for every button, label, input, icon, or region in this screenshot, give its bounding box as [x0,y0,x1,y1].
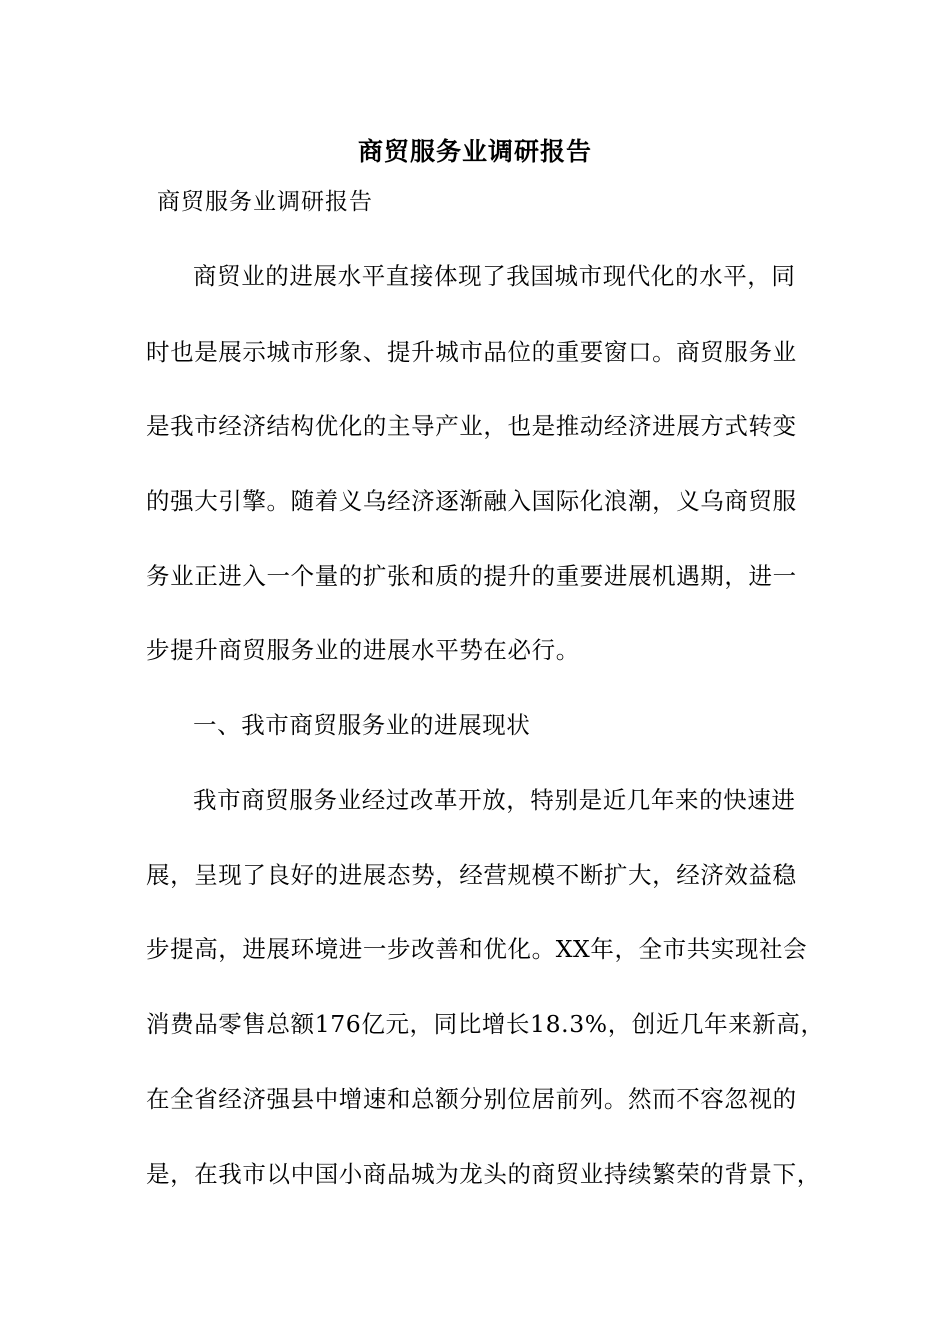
paragraph-line: 商贸业的进展水平直接体现了我国城市现代化的水平，同 [193,262,796,290]
paragraph-line: 务业正进入一个量的扩张和质的提升的重要进展机遇期，进一 [146,562,797,590]
section-heading: 一、我市商贸服务业的进展现状 [193,711,531,739]
paragraph-line: 步提升商贸服务业的进展水平势在必行。 [146,636,580,664]
paragraph-line: 我市商贸服务业经过改革开放，特别是近几年来的快速进 [193,786,796,814]
paragraph-line: 展，呈现了良好的进展态势，经营规模不断扩大，经济效益稳 [146,861,797,889]
paragraph-line: 是我市经济结构优化的主导产业，也是推动经济进展方式转变 [146,412,797,440]
paragraph-line: 时也是展示城市形象、提升城市品位的重要窗口。商贸服务业 [146,338,797,366]
paragraph-line: 消费品零售总额176亿元，同比增长18.3%，创近几年来新高， [146,1010,825,1038]
paragraph-line: 在全省经济强县中增速和总额分别位居前列。然而不容忽视的 [146,1085,797,1113]
paragraph-line: 的强大引擎。随着义乌经济逐渐融入国际化浪潮，义乌商贸服 [146,487,797,515]
paragraph-line: 是，在我市以中国小商品城为龙头的商贸业持续繁荣的背景下， [146,1160,821,1188]
paragraph-line: 步提高，进展环境进一步改善和优化。XX年，全市共实现社会 [146,935,808,963]
document-title: 商贸服务业调研报告 [357,137,592,166]
document-subtitle: 商贸服务业调研报告 [157,189,373,215]
